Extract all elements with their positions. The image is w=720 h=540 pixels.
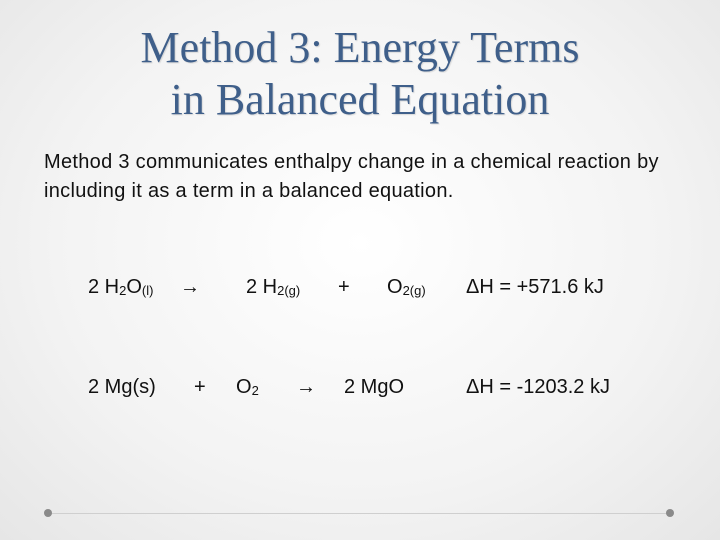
eq2-product: 2 MgO: [344, 376, 405, 398]
eq2-reactant2: [236, 376, 259, 399]
eq2-arrow: →: [296, 376, 316, 398]
eq2-reactant1: 2 Mg(s): [88, 376, 156, 398]
eq1-product1: [246, 276, 300, 299]
eq2-reactant2-sub: 2: [251, 383, 259, 398]
footer-rule: [50, 513, 670, 514]
eq1-delta-h: ΔH = +571.6 kJ: [466, 276, 604, 298]
eq2-reactant2-symbol: O: [236, 376, 252, 398]
body-paragraph: Method 3 communicates enthalpy change in a chemical reaction by including it as a term in a balanced equation.: [44, 151, 659, 202]
right-corner-dot: [666, 509, 674, 517]
eq1-product2-symbol: O: [387, 276, 403, 298]
title-line-2: in Balanced Equation: [170, 75, 550, 124]
slide-title: [0, 22, 720, 126]
eq1-reactant-sub: 2: [119, 283, 127, 298]
eq1-arrow: →: [180, 276, 200, 298]
eq2-delta-h: ΔH = -1203.2 kJ: [466, 376, 610, 398]
left-corner-dot: [44, 509, 52, 517]
eq1-product2-sub: 2(g): [402, 283, 426, 298]
eq1-reactant-coef: 2 H: [88, 276, 120, 298]
eq1-reactant-state: (l): [141, 283, 154, 298]
eq1-product1-sub: 2(g): [277, 283, 301, 298]
eq1-reactant-rest: O: [126, 276, 142, 298]
eq1-reactant: [88, 276, 153, 299]
eq1-product1-coef: 2 H: [246, 276, 278, 298]
eq1-product2: [387, 276, 426, 299]
eq1-plus: +: [338, 276, 350, 298]
title-line-1: Method 3: Energy Terms: [140, 23, 580, 72]
eq2-plus: +: [194, 376, 206, 398]
